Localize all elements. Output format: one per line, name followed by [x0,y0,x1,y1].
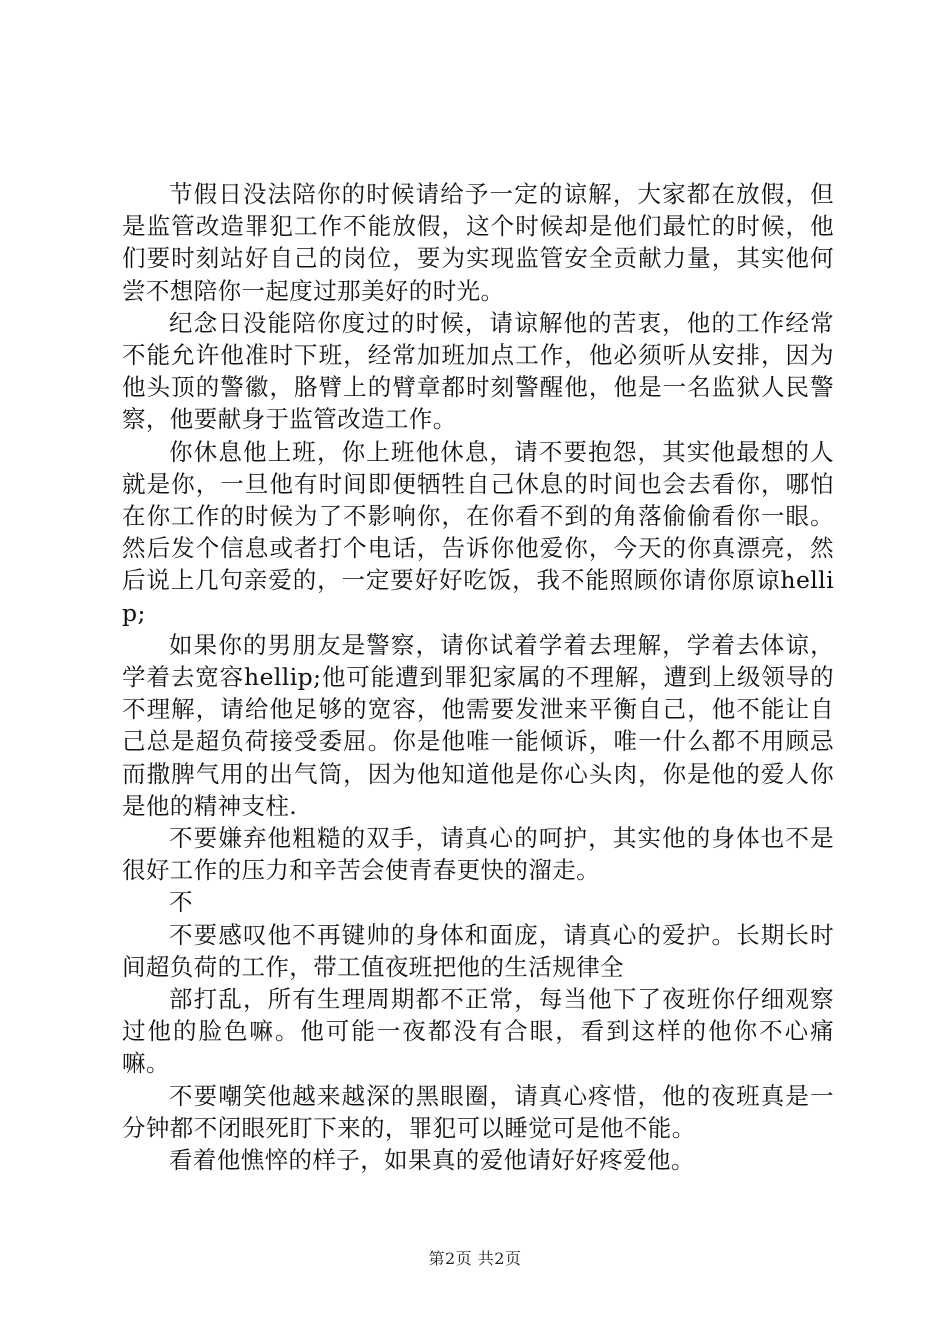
paragraph-1: 节假日没法陪你的时候请给予一定的谅解，大家都在放假，但是监管改造罪犯工作不能放假，这个时候却是他们最忙的时候，他们要时刻站好自己的岗位，要为实现监管安全贡献力量，其实他何尝不想陪你一起度过那美好的时光。 [122,180,834,305]
paragraph-8: 部打乱，所有生理周期都不正常，每当他下了夜班你仔细观察过他的脸色嘛。他可能一夜都没有合眼，看到这样的他你不心痛嘛。 [122,985,834,1078]
paragraph-6: 不 [169,888,193,917]
paragraph-3: 你休息他上班，你上班他休息，请不要抱怨，其实他最想的人就是你，一旦他有时间即便牺牲自己休息的时间也会去看你，哪怕在你工作的时候为了不影响你，在你看不到的角落偷偷看你一眼。然后发个信息或者打个电话，告诉你他爱你，今天的你真漂亮，然后说上几句亲爱的，一定要好好吃饭，我不能照顾你请你原谅hellip; [122,437,834,627]
body-text [122,178,834,1176]
paragraph-2: 纪念日没能陪你度过的时候，请谅解他的苦衷，他的工作经常不能允许他准时下班，经常加班加点工作，他必须听从安排，因为他头顶的警徽，胳臂上的臂章都时刻警醒他，他是一名监狱人民警察，他要献身于监管改造工作。 [122,308,834,434]
paragraph-9: 不要嘲笑他越来越深的黑眼圈，请真心疼惜，他的夜班真是一分钟都不闭眼死盯下来的，罪犯可以睡觉可是他不能。 [122,1081,834,1142]
paragraph-5: 不要嫌弃他粗糙的双手，请真心的呵护，其实他的身体也不是很好工作的压力和辛苦会使青春更快的溜走。 [122,824,834,885]
page-footer: 第2页 共2页 [428,1249,522,1268]
paragraph-7: 不要感叹他不再键帅的身体和面庞，请真心的爱护。长期长时间超负荷的工作，带工值夜班把他的生活规律全 [122,920,834,981]
paragraph-4: 如果你的男朋友是警察，请你试着学着去理解，学着去体谅，学着去宽容hellip;他可能遭到罪犯家属的不理解，遭到上级领导的不理解，请给他足够的宽容，他需要发泄来平衡自己，他不能让自己总是超负荷接受委屈。你是他唯一能倾诉，唯一什么都不用顾忌而撒脾气用的出气筒，因为他知道他是你心头肉，你是他的爱人你是他的精神支柱. [122,630,834,820]
paragraph-10: 看着他憔悴的样子，如果真的爱他请好好疼爱他。 [169,1146,695,1175]
